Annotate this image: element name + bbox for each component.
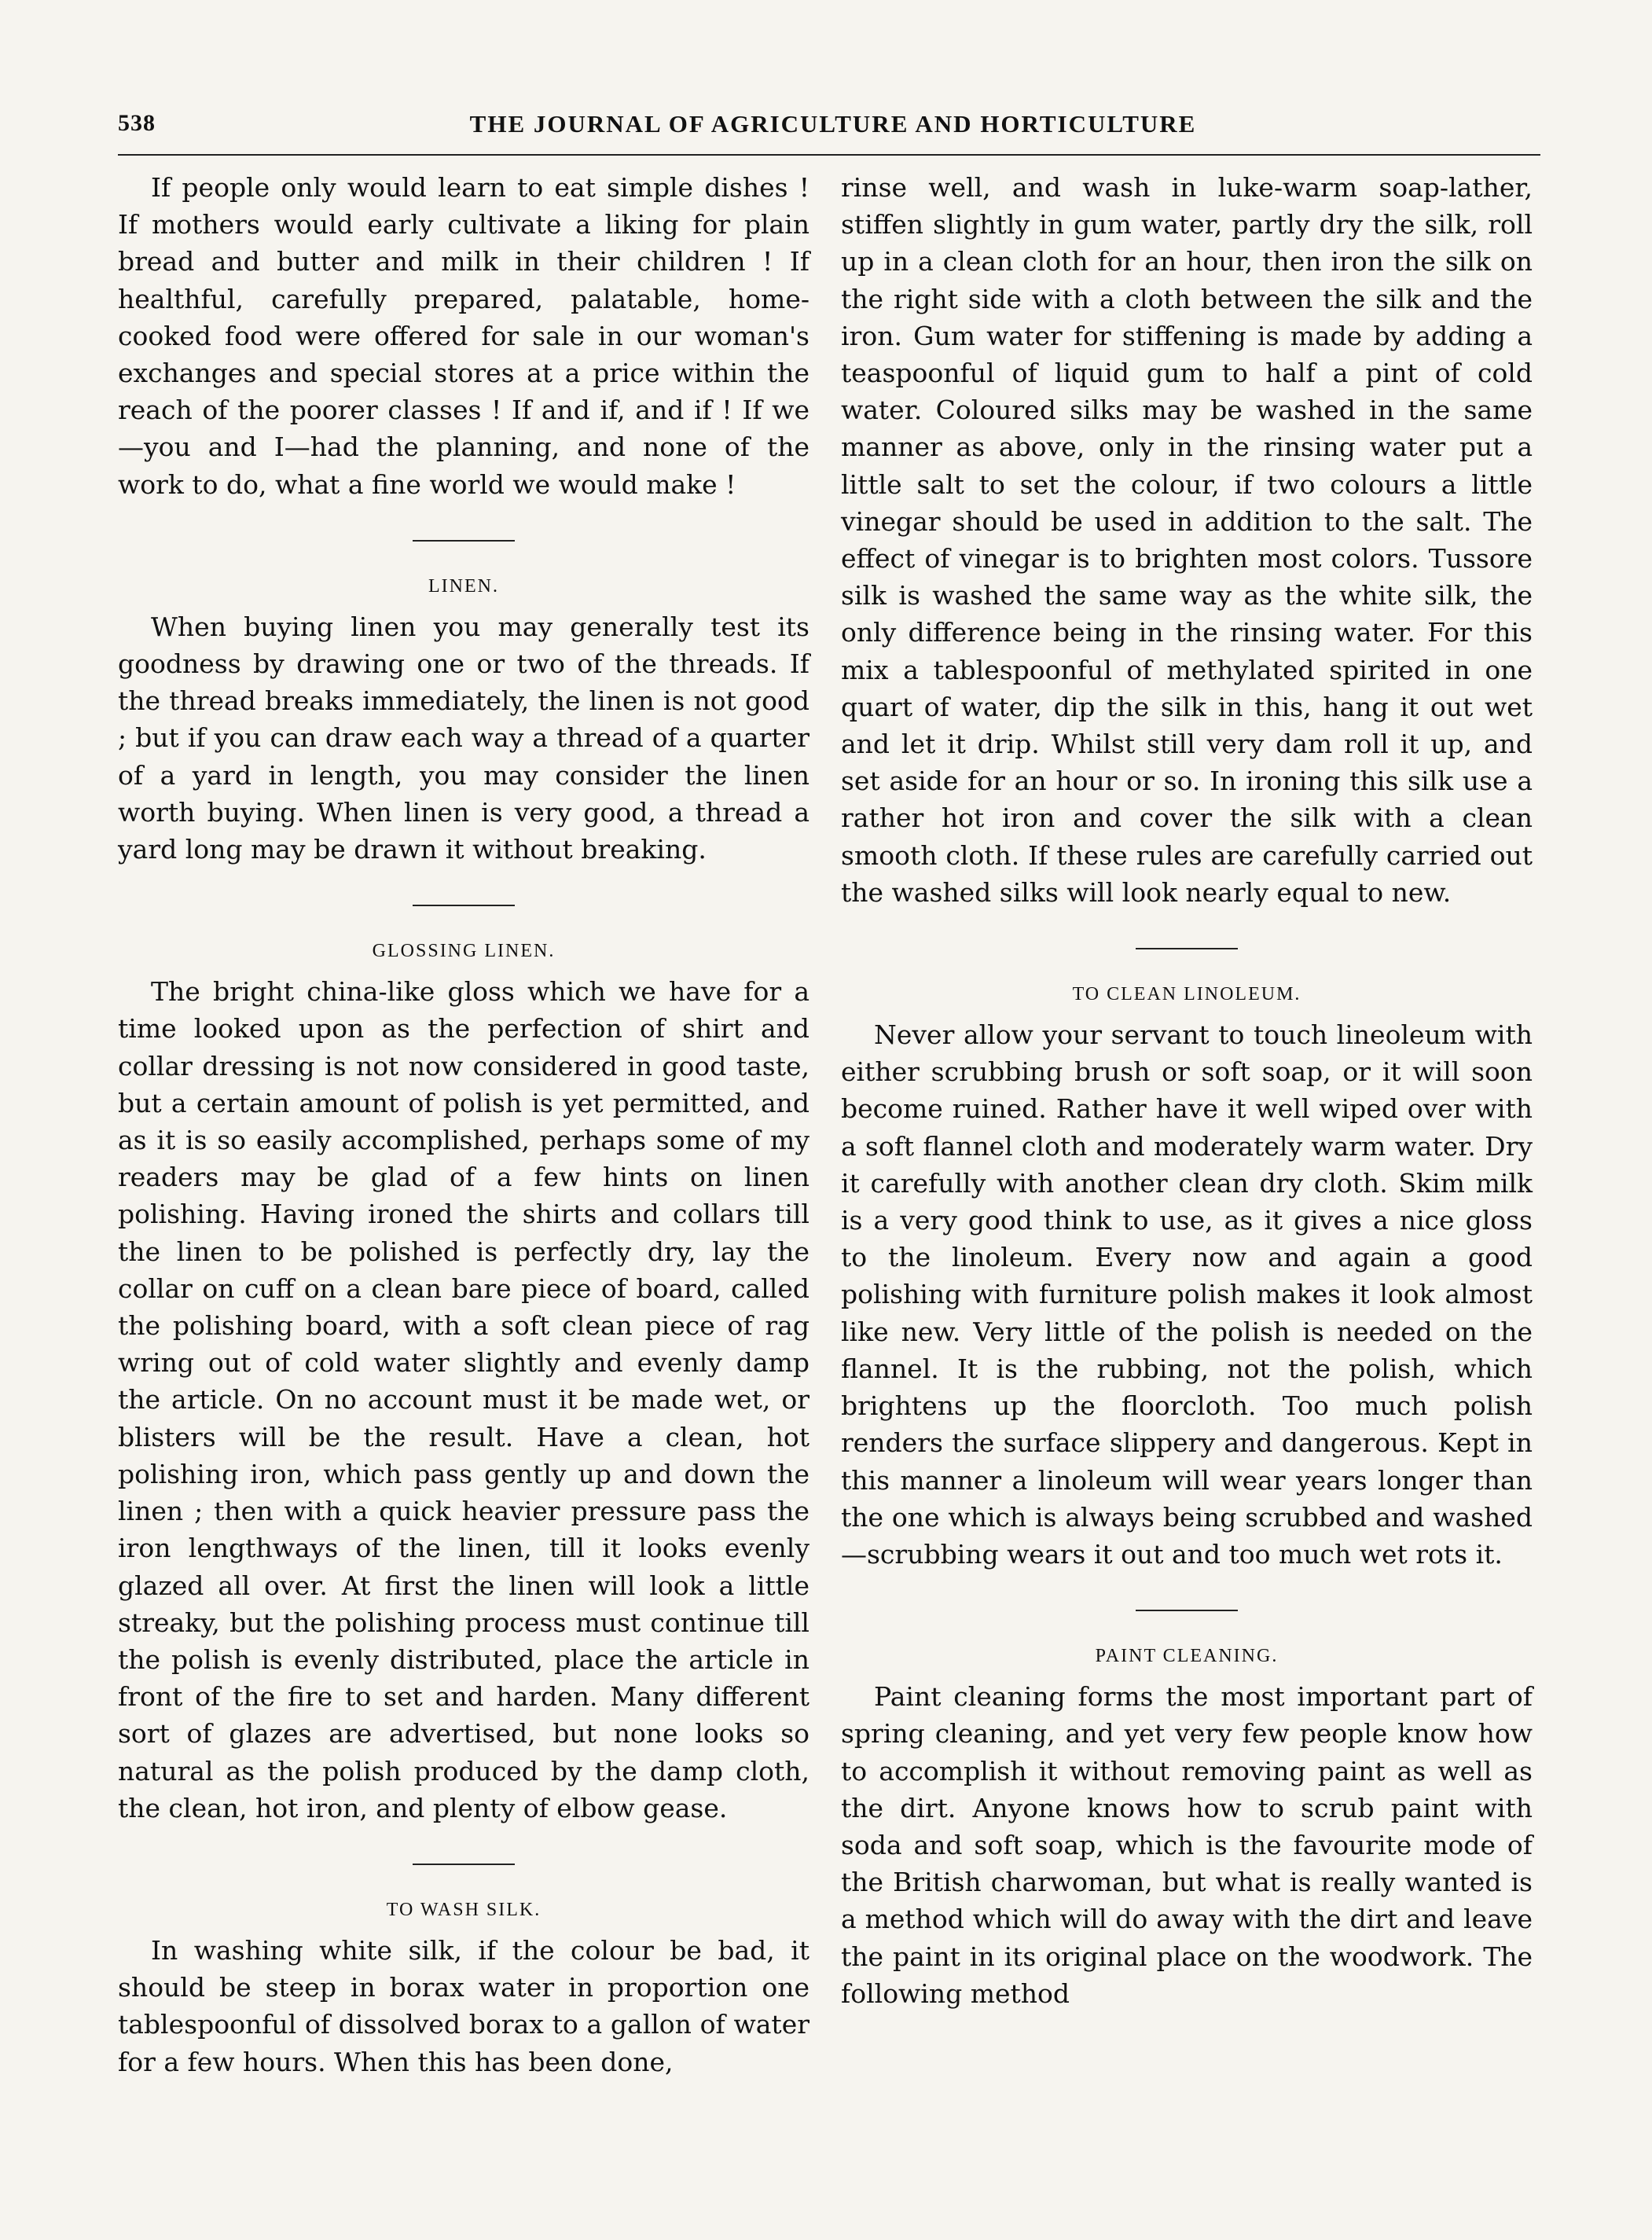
section-divider [413, 1864, 515, 1865]
clean-linoleum-heading: TO CLEAN LINOLEUM. [1072, 984, 1301, 1005]
paint-cleaning-paragraph: Paint cleaning forms the most important part of spring cleaning, and yet very few people know how to accomplish it without removing paint as well as the dirt. Anyone knows how to scrub paint with soda and soft soap, which is the favourite mode of the British charwoman, but what is really wanted is a method which will do away with the dirt and leave the paint in its original place on the woodwork. The following method [841, 1681, 1533, 2009]
wash-silk-heading: TO WASH SILK. [386, 1899, 541, 1920]
section-divider [413, 540, 515, 542]
right-column [841, 169, 1533, 2012]
paint-cleaning-heading: PAINT CLEANING. [1095, 1646, 1279, 1667]
header-rule [118, 154, 1540, 156]
glossing-linen-heading: GLOSSING LINEN. [372, 941, 556, 962]
intro-paragraph: If people only would learn to eat simple dishes ! If mothers would early cultivate a liking for plain bread and butter and milk in their children ! If healthful, carefully prepared, palatable, home-cooked food were offered for sale in our woman's exchanges and special stores at a price within the reach of the poorer classes ! If and if, and if ! If we—you and I—had the planning, and none of the work to do, what a fine world we would make ! [118, 172, 809, 500]
wash-silk-paragraph: In washing white silk, if the colour be bad, it should be steep in borax water in proportion one tablespoonful of dissolved borax to a gallon of water for a few hours. When this has been done, [118, 1934, 809, 2077]
page-number: 538 [118, 110, 156, 136]
left-column [118, 169, 809, 2080]
section-divider [1136, 948, 1238, 949]
linen-heading: LINEN. [428, 575, 499, 597]
section-divider [1136, 1610, 1238, 1611]
wash-silk-continued-paragraph: rinse well, and wash in luke-warm soap-lather, stiffen slightly in gum water, partly dry the silk, roll up in a clean cloth for an hour, then iron the silk on the right side with a cloth between the silk and the iron. Gum water for stiffening is made by adding a teaspoonful of liquid gum to half a pint of cold water. Coloured silks may be washed in the same manner as above, only in the rinsing water put a little salt to set the colour, if two colours a little vinegar should be used in addition to the salt. The effect of vinegar is to brighten most colors. Tussore silk is washed the same way as the white silk, the only difference being in the rinsing water. For this mix a tablespoonful of methylated spirited in one quart of water, dip the silk in this, hang it out wet and let it drip. Whilst still very dam roll it up, and set aside for an hour or so. In ironing this silk use a rather hot iron and cover the silk with a clean smooth cloth. If these rules are carefully carried out the washed silks will look nearly equal to new. [841, 172, 1533, 908]
running-head [118, 110, 1548, 149]
linen-paragraph: When buying linen you may generally test its goodness by drawing one or two of the threads. If the thread breaks immediately, the linen is not good ; but if you can draw each way a thread of a quarter of a yard in length, you may consider the linen worth buying. When linen is very good, a thread a yard long may be drawn it without breaking. [118, 611, 809, 865]
glossing-linen-paragraph: The bright china-like gloss which we have for a time looked upon as the perfection of shirt and collar dressing is not now considered in good taste, but a certain amount of polish is yet permitted, and as it is so easily accomplished, perhaps some of my readers may be glad of a few hints on linen polishing. Having ironed the shirts and collars till the linen to be polished is perfectly dry, lay the collar on cuff on a clean bare piece of board, called the polishing board, with a soft clean piece of rag wring out of cold water slightly and evenly damp the article. On no account must it be made wet, or blisters will be the result. Have a clean, hot polishing iron, which pass gently up and down the linen ; then with a quick heavier pressure pass the iron lengthways of the linen, till it looks evenly glazed all over. At first the linen will look a little streaky, but the polishing process must continue till the polish is evenly distributed, place the article in front of the fire to set and harden. Many different sort of glazes are advertised, but none looks so natural as the polish produced by the damp cloth, the clean, hot iron, and plenty of elbow gease. [118, 976, 809, 1823]
section-divider [413, 905, 515, 906]
journal-title: THE JOURNAL OF AGRICULTURE AND HORTICULTURE [469, 110, 1197, 138]
clean-linoleum-paragraph: Never allow your servant to touch lineoleum with either scrubbing brush or soft soap, or it will soon become ruined. Rather have it well wiped over with a soft flannel cloth and moderately warm water. Dry it carefully with another clean dry cloth. Skim milk is a very good think to use, as it gives a nice gloss to the linoleum. Every now and again a good polishing with furniture polish makes it look almost like new. Very little of the polish is needed on the flannel. It is the rubbing, not the polish, which brightens up the floorcloth. Too much polish renders the surface slippery and dangerous. Kept in this manner a linoleum will wear years longer than the one which is always being scrubbed and washed—scrubbing wears it out and too much wet rots it. [841, 1019, 1533, 1570]
